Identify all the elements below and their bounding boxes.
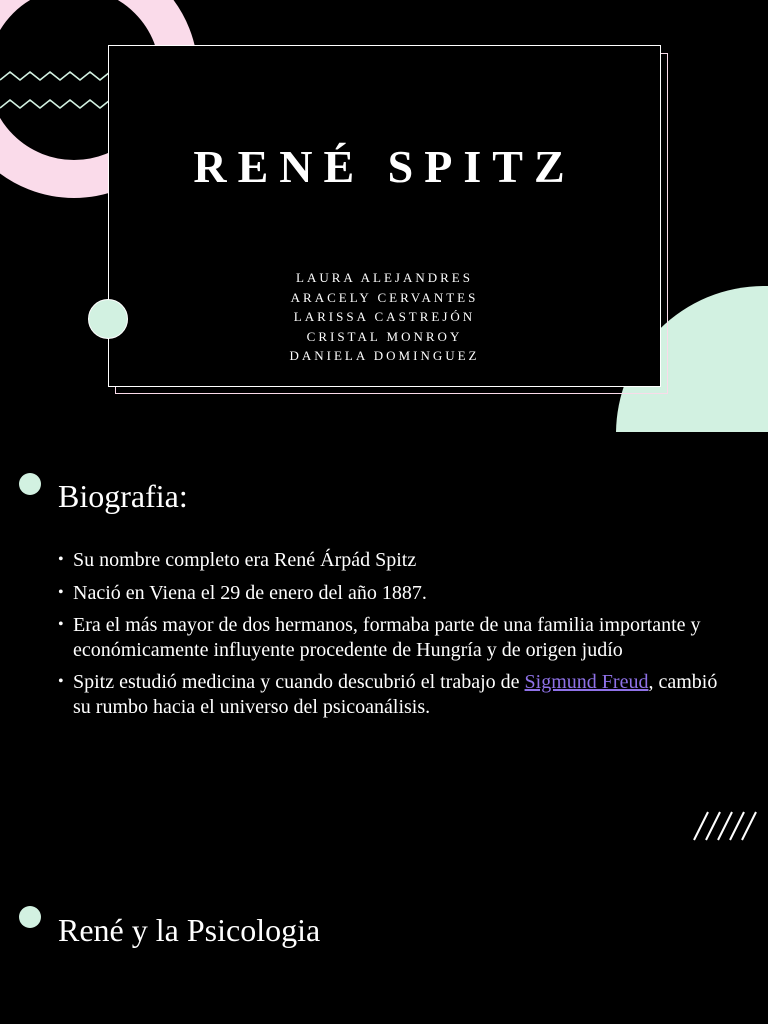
sigmund-freud-link[interactable]: Sigmund Freud xyxy=(524,671,649,693)
biography-item xyxy=(58,670,718,719)
presentation-title: RENÉ SPITZ xyxy=(193,141,576,192)
biography-heading: Biografia: xyxy=(58,478,188,514)
biography-item: • Nació en Viena el 29 de enero del año 1887. xyxy=(58,581,718,606)
author-name: ARACELY CERVANTES xyxy=(290,289,479,305)
author-name: LAURA ALEJANDRES xyxy=(296,270,473,285)
biography-item: • Su nombre completo era René Árpád Spitz xyxy=(58,548,718,573)
author-list xyxy=(108,268,661,366)
biography-item-text: Spitz estudió medicina y cuando descubrió el trabajo de xyxy=(73,671,525,693)
zigzag-decoration xyxy=(0,64,112,120)
author-name: CRISTAL MONROY xyxy=(306,328,463,344)
psychology-heading: René y la Psicologia xyxy=(58,912,321,948)
biography-list xyxy=(58,548,718,727)
section-dot-icon xyxy=(19,906,41,928)
author-name: DANIELA DOMINGUEZ xyxy=(289,348,480,364)
slash-lines-decoration xyxy=(692,810,758,842)
biography-item-text: , cambió su rumbo hacia el universo del psicoanálisis. xyxy=(73,671,718,718)
author-name: LARISSA CASTREJÓN xyxy=(293,309,476,325)
section-dot-icon xyxy=(19,473,41,495)
biography-item: • Era el más mayor de dos hermanos, formaba parte de una familia importante y económicamente influyente procedente de Hungría y de origen judío xyxy=(58,613,718,662)
